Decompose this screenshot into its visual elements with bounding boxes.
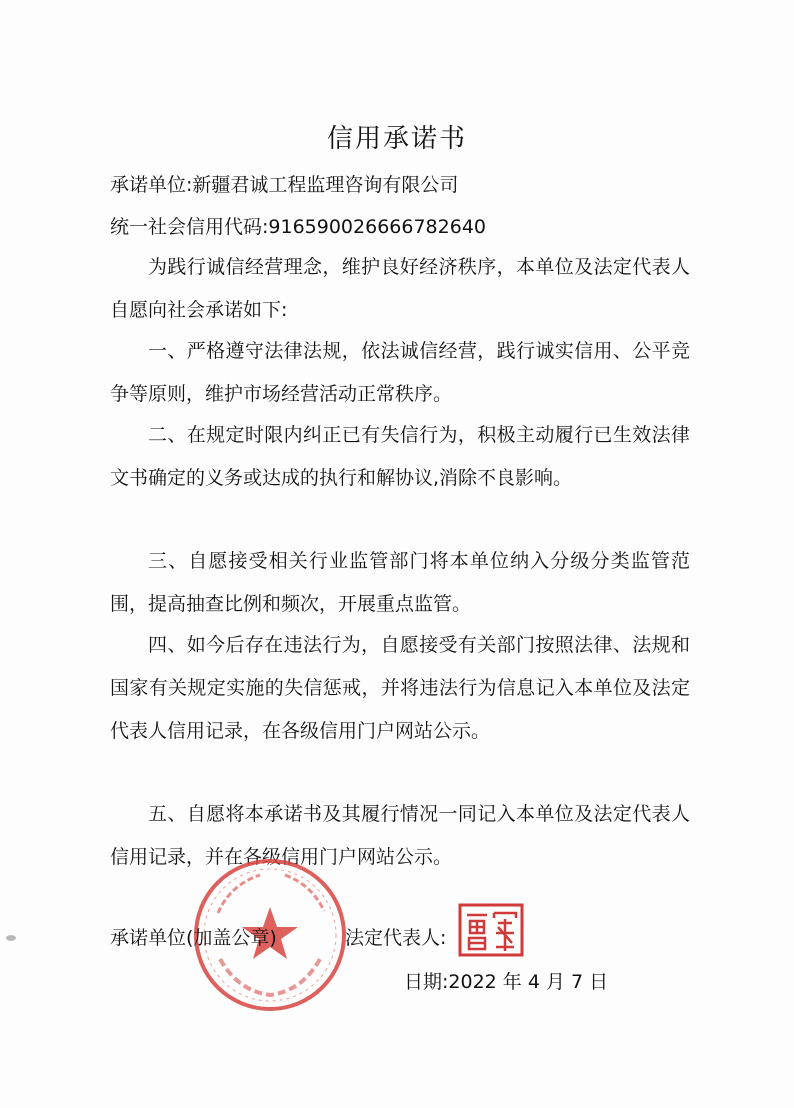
document-title: 信用承诺书 (326, 124, 467, 154)
committing-unit-line: 承诺单位:新疆君诚工程监理咨询有限公司 (110, 174, 459, 196)
commitment-item-4: 四、如今后存在违法行为，自愿接受有关部门按照法律、法规和国家有关规定实施的失信惩戒，并将违法行为信息记入本单位及法定代表人信用记录，在各级信用门户网站公示。 (110, 634, 690, 742)
commitment-item-1: 一、严格遵守法律法规，依法诚信经营，践行诚实信用、公平竞争等原则，维护市场经营活动正常秩序。 (110, 340, 690, 405)
legal-rep-stamp-icon (458, 903, 524, 957)
credit-code-line: 统一社会信用代码:916590026666782640 (110, 216, 486, 238)
intro-paragraph: 为践行诚信经营理念，维护良好经济秩序，本单位及法定代表人自愿向社会承诺如下: (110, 256, 690, 321)
unit-signature-label: 承诺单位(加盖公章) (110, 927, 277, 949)
legal-rep-label: 法定代表人: (345, 927, 447, 949)
scan-speck (6, 935, 16, 941)
commitment-item-5: 五、自愿将本承诺书及其履行情况一同记入本单位及法定代表人信用记录，并在各级信用门户网站公示。 (110, 803, 690, 868)
signing-date: 日期:2022 年 4 月 7 日 (404, 971, 609, 993)
commitment-item-3: 三、自愿接受相关行业监管部门将本单位纳入分级分类监管范围，提高抽查比例和频次，开展重点监管。 (110, 550, 690, 615)
commitment-item-2: 二、在规定时限内纠正已有失信行为，积极主动履行已生效法律文书确定的义务或达成的执行和解协议,消除不良影响。 (110, 424, 690, 489)
